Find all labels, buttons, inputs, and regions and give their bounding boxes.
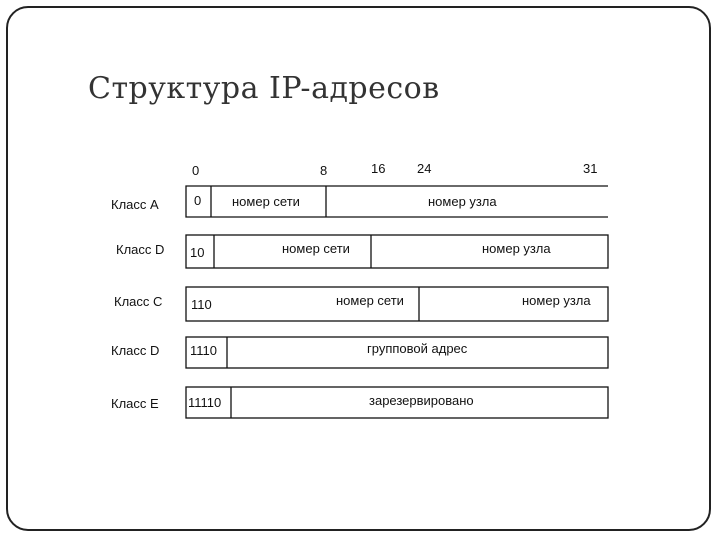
class-label: Класс Е [111,396,159,411]
class-a-row [111,186,608,217]
class-b-row [116,235,608,268]
bit-position-8: 8 [320,163,328,178]
class-label: Класс D [116,242,165,257]
class-e-row [111,387,608,418]
class-label: Класс С [114,294,163,309]
class-label: Класс А [111,197,159,212]
field-network: номер сети [282,241,350,256]
bit-position-31: 31 [583,161,598,176]
bit-position-16: 16 [371,161,386,176]
field-prefix: 0 [194,193,202,208]
field-prefix: 1110 [190,343,217,358]
field-multicast: групповой адрес [367,341,468,356]
field-host: номер узла [522,293,591,308]
field-host: номер узла [428,194,497,209]
bit-position-0: 0 [192,163,200,178]
bit-position-24: 24 [417,161,432,176]
field-network: номер сети [232,194,300,209]
class-label: Класс D [111,343,160,358]
field-prefix: 11110 [188,395,222,410]
class-c-row [114,287,608,321]
field-host: номер узла [482,241,551,256]
field-network: номер сети [336,293,404,308]
field-reserved: зарезервировано [369,393,474,408]
slide-title: Структура IP-адресов [88,71,440,106]
class-d-row [111,337,608,368]
field-prefix: 10 [190,245,205,260]
field-prefix: 110 [191,297,212,312]
